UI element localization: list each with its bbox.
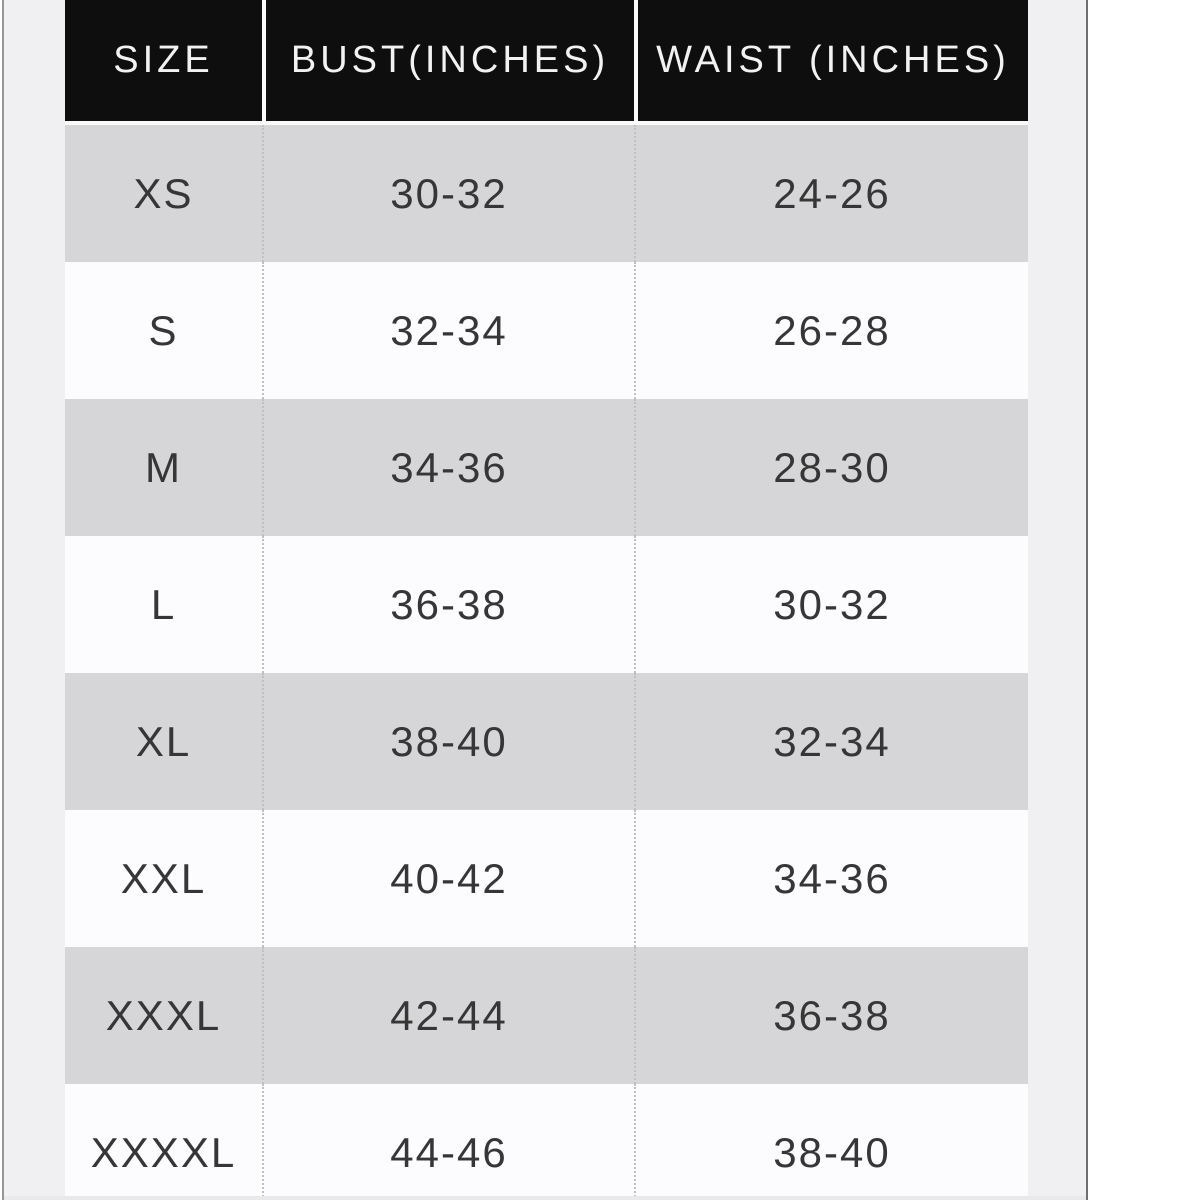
table-row [65, 947, 1028, 1084]
table-row [65, 1084, 1028, 1200]
cell-size: L [150, 580, 177, 628]
cell-waist: 36-38 [634, 947, 1028, 1084]
cell-size: M [145, 443, 182, 491]
cell-bust: 38-40 [262, 673, 634, 810]
header-cell-bust: BUST(INCHES) [262, 0, 634, 121]
cell-bust: 42-44 [262, 947, 634, 1084]
header-cell-size: SIZE [65, 0, 262, 121]
table-row [65, 125, 1028, 262]
cell-waist: 38-40 [634, 1084, 1028, 1200]
cell-waist: 34-36 [634, 810, 1028, 947]
table-row [65, 399, 1028, 536]
cell-bust: 36-38 [262, 536, 634, 673]
cell-waist: 28-30 [634, 399, 1028, 536]
table-body [65, 125, 1028, 1200]
cell-bust: 34-36 [262, 399, 634, 536]
table-row [65, 262, 1028, 399]
cell-size: XXXXL [90, 1128, 237, 1176]
cell-waist: 26-28 [634, 262, 1028, 399]
cell-waist: 24-26 [634, 125, 1028, 262]
cell-size: XXL [120, 854, 207, 902]
cell-waist: 32-34 [634, 673, 1028, 810]
size-chart-table [65, 0, 1028, 1200]
cell-size: XL [135, 717, 192, 765]
table-header-row [65, 0, 1028, 125]
cell-bust: 32-34 [262, 262, 634, 399]
cell-size: S [148, 306, 179, 354]
cell-size: XS [133, 169, 194, 217]
bottom-edge-strip [4, 1196, 1086, 1200]
cell-size: XXXL [105, 991, 222, 1039]
cell-bust: 40-42 [262, 810, 634, 947]
cell-bust: 30-32 [262, 125, 634, 262]
cell-bust: 44-46 [262, 1084, 634, 1200]
cell-waist: 30-32 [634, 536, 1028, 673]
table-row [65, 673, 1028, 810]
header-cell-waist: WAIST (INCHES) [634, 0, 1028, 121]
table-row [65, 536, 1028, 673]
table-row [65, 810, 1028, 947]
